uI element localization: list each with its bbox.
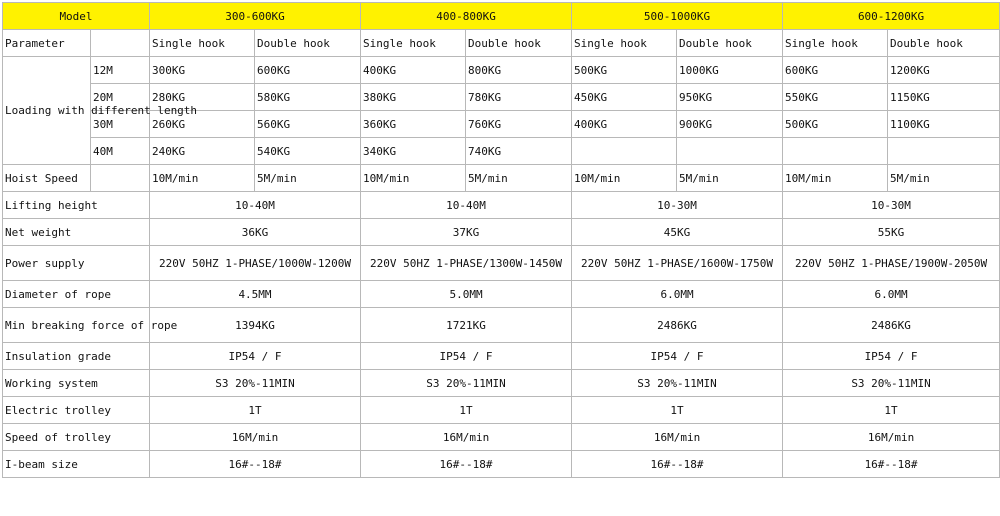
load-cell: 1150KG bbox=[888, 84, 1000, 111]
spec-value: S3 20%-11MIN bbox=[783, 370, 1000, 397]
spec-label: Working system bbox=[3, 370, 150, 397]
speed-cell: 10M/min bbox=[361, 165, 466, 192]
spec-label: Lifting height bbox=[3, 192, 150, 219]
load-cell: 900KG bbox=[677, 111, 783, 138]
parameter-label: Parameter bbox=[3, 30, 91, 57]
spec-value: 37KG bbox=[361, 219, 572, 246]
load-cell: 1100KG bbox=[888, 111, 1000, 138]
spec-value: 220V 50HZ 1-PHASE/1600W-1750W bbox=[572, 246, 783, 281]
load-cell: 360KG bbox=[361, 111, 466, 138]
spec-value: 1721KG bbox=[361, 308, 572, 343]
spec-row-insulation bbox=[3, 343, 1000, 370]
load-cell: 780KG bbox=[466, 84, 572, 111]
load-cell: 760KG bbox=[466, 111, 572, 138]
spec-value: 4.5MM bbox=[150, 281, 361, 308]
spec-value: 5.0MM bbox=[361, 281, 572, 308]
spec-value: 45KG bbox=[572, 219, 783, 246]
spec-row-working-system bbox=[3, 370, 1000, 397]
spec-value: 1T bbox=[361, 397, 572, 424]
load-cell: 280KG bbox=[150, 84, 255, 111]
spec-value: 2486KG bbox=[783, 308, 1000, 343]
spec-row-trolley-speed bbox=[3, 424, 1000, 451]
hook-type-cell: Double hook bbox=[888, 30, 1000, 57]
spec-value: 16#--18# bbox=[150, 451, 361, 478]
model-group-3: 500-1000KG bbox=[572, 3, 783, 30]
spec-value: 16#--18# bbox=[572, 451, 783, 478]
spec-value: 16M/min bbox=[361, 424, 572, 451]
spec-value: 1394KG bbox=[150, 308, 361, 343]
spec-label: Speed of trolley bbox=[3, 424, 150, 451]
spec-value: 16M/min bbox=[783, 424, 1000, 451]
load-cell: 950KG bbox=[677, 84, 783, 111]
spec-table bbox=[2, 2, 1000, 478]
spec-row-electric-trolley bbox=[3, 397, 1000, 424]
spec-label: Net weight bbox=[3, 219, 150, 246]
load-cell: 580KG bbox=[255, 84, 361, 111]
spec-value: 55KG bbox=[783, 219, 1000, 246]
load-cell: 400KG bbox=[572, 111, 677, 138]
load-cell: 1000KG bbox=[677, 57, 783, 84]
spec-value: 16#--18# bbox=[361, 451, 572, 478]
hook-type-cell: Single hook bbox=[783, 30, 888, 57]
load-cell: 740KG bbox=[466, 138, 572, 165]
spec-label: Diameter of rope bbox=[3, 281, 150, 308]
loading-label: Loading with different length bbox=[3, 57, 91, 165]
spec-value: 16#--18# bbox=[783, 451, 1000, 478]
load-cell bbox=[677, 138, 783, 165]
spec-row-breaking-force bbox=[3, 308, 1000, 343]
load-cell: 600KG bbox=[255, 57, 361, 84]
speed-cell: 10M/min bbox=[150, 165, 255, 192]
model-group-4: 600-1200KG bbox=[783, 3, 1000, 30]
spec-value: 36KG bbox=[150, 219, 361, 246]
parameter-row bbox=[3, 30, 1000, 57]
spec-value: 2486KG bbox=[572, 308, 783, 343]
length-cell: 20M bbox=[91, 84, 150, 111]
spec-row-rope-diameter bbox=[3, 281, 1000, 308]
speed-cell: 5M/min bbox=[677, 165, 783, 192]
speed-cell: 10M/min bbox=[572, 165, 677, 192]
spec-value: S3 20%-11MIN bbox=[150, 370, 361, 397]
spec-value: 220V 50HZ 1-PHASE/1900W-2050W bbox=[783, 246, 1000, 281]
hook-type-cell: Single hook bbox=[150, 30, 255, 57]
spec-row-i-beam bbox=[3, 451, 1000, 478]
load-cell: 800KG bbox=[466, 57, 572, 84]
length-cell: 30M bbox=[91, 111, 150, 138]
speed-cell: 5M/min bbox=[255, 165, 361, 192]
spec-value: 1T bbox=[783, 397, 1000, 424]
spec-value: IP54 / F bbox=[150, 343, 361, 370]
load-cell: 500KG bbox=[783, 111, 888, 138]
model-group-2: 400-800KG bbox=[361, 3, 572, 30]
model-group-1: 300-600KG bbox=[150, 3, 361, 30]
parameter-empty-cell bbox=[91, 30, 150, 57]
spec-value: 6.0MM bbox=[783, 281, 1000, 308]
spec-value: 1T bbox=[572, 397, 783, 424]
spec-value: IP54 / F bbox=[361, 343, 572, 370]
spec-value: S3 20%-11MIN bbox=[572, 370, 783, 397]
load-cell: 380KG bbox=[361, 84, 466, 111]
length-cell: 40M bbox=[91, 138, 150, 165]
spec-value: 220V 50HZ 1-PHASE/1300W-1450W bbox=[361, 246, 572, 281]
header-row bbox=[3, 3, 1000, 30]
load-cell: 260KG bbox=[150, 111, 255, 138]
load-cell: 450KG bbox=[572, 84, 677, 111]
hoist-speed-label: Hoist Speed bbox=[3, 165, 91, 192]
spec-row-power-supply bbox=[3, 246, 1000, 281]
model-label: Model bbox=[3, 3, 150, 30]
length-cell: 12M bbox=[91, 57, 150, 84]
spec-value: IP54 / F bbox=[783, 343, 1000, 370]
hook-type-cell: Double hook bbox=[255, 30, 361, 57]
hook-type-cell: Single hook bbox=[361, 30, 466, 57]
spec-label: Power supply bbox=[3, 246, 150, 281]
load-cell bbox=[888, 138, 1000, 165]
hook-type-cell: Single hook bbox=[572, 30, 677, 57]
hook-type-cell: Double hook bbox=[466, 30, 572, 57]
load-cell: 300KG bbox=[150, 57, 255, 84]
hoist-speed-row bbox=[3, 165, 1000, 192]
spec-label: Insulation grade bbox=[3, 343, 150, 370]
spec-value: 16M/min bbox=[572, 424, 783, 451]
load-cell: 540KG bbox=[255, 138, 361, 165]
spec-value: 6.0MM bbox=[572, 281, 783, 308]
spec-value: 10-30M bbox=[783, 192, 1000, 219]
spec-value: 10-40M bbox=[150, 192, 361, 219]
spec-value: 1T bbox=[150, 397, 361, 424]
spec-value: IP54 / F bbox=[572, 343, 783, 370]
loading-row bbox=[3, 138, 1000, 165]
spec-row-lifting-height bbox=[3, 192, 1000, 219]
hoist-speed-empty-cell bbox=[91, 165, 150, 192]
load-cell: 560KG bbox=[255, 111, 361, 138]
spec-value: 220V 50HZ 1-PHASE/1000W-1200W bbox=[150, 246, 361, 281]
loading-row bbox=[3, 57, 1000, 84]
load-cell bbox=[572, 138, 677, 165]
spec-value: 10-30M bbox=[572, 192, 783, 219]
load-cell: 600KG bbox=[783, 57, 888, 84]
spec-value: 10-40M bbox=[361, 192, 572, 219]
load-cell: 400KG bbox=[361, 57, 466, 84]
load-cell: 550KG bbox=[783, 84, 888, 111]
load-cell: 1200KG bbox=[888, 57, 1000, 84]
load-cell: 340KG bbox=[361, 138, 466, 165]
load-cell: 500KG bbox=[572, 57, 677, 84]
spec-value: S3 20%-11MIN bbox=[361, 370, 572, 397]
speed-cell: 10M/min bbox=[783, 165, 888, 192]
spec-label: Electric trolley bbox=[3, 397, 150, 424]
speed-cell: 5M/min bbox=[888, 165, 1000, 192]
spec-value: 16M/min bbox=[150, 424, 361, 451]
spec-row-net-weight bbox=[3, 219, 1000, 246]
spec-label: Min breaking force of rope bbox=[3, 308, 150, 343]
speed-cell: 5M/min bbox=[466, 165, 572, 192]
load-cell: 240KG bbox=[150, 138, 255, 165]
hook-type-cell: Double hook bbox=[677, 30, 783, 57]
spec-label: I-beam size bbox=[3, 451, 150, 478]
load-cell bbox=[783, 138, 888, 165]
